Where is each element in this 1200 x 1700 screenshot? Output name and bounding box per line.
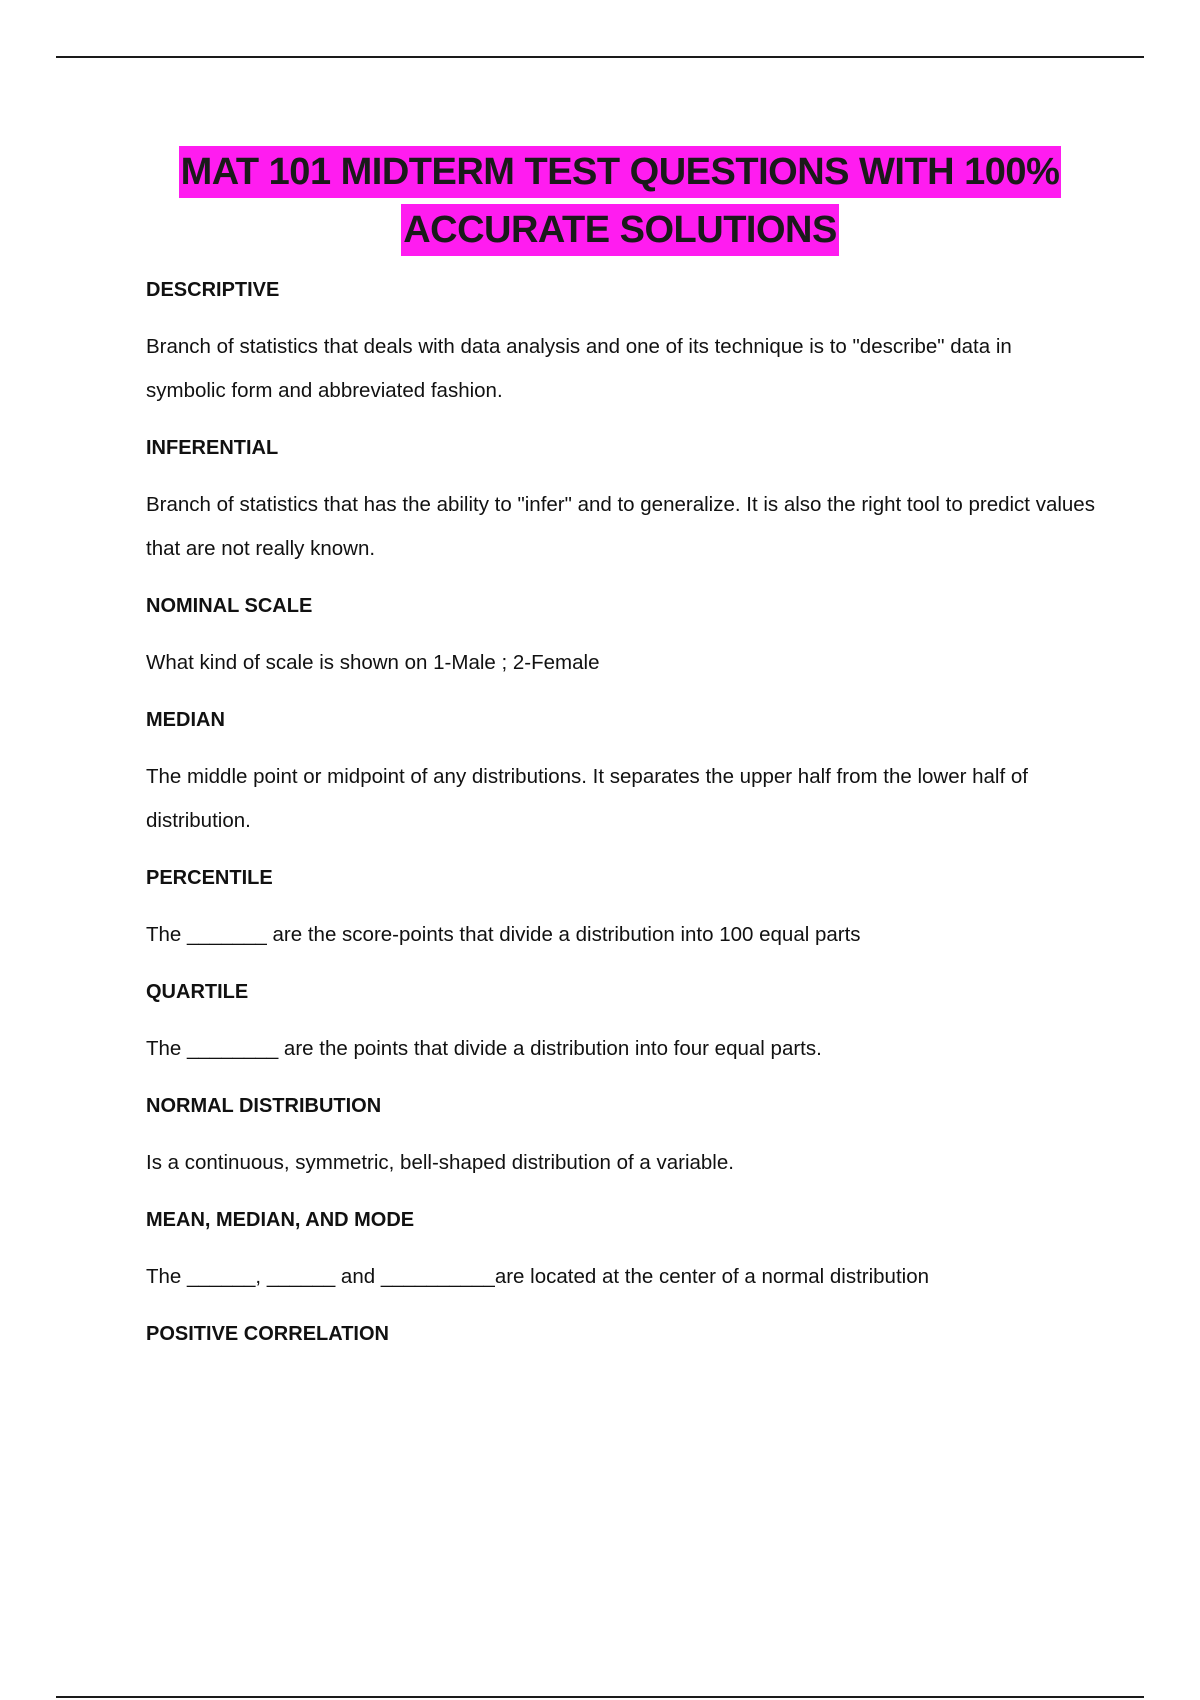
bottom-rule bbox=[56, 1696, 1144, 1698]
term-definition: Is a continuous, symmetric, bell-shaped distribution of a variable. bbox=[146, 1151, 734, 1174]
top-rule bbox=[56, 56, 1144, 58]
term-heading: MEDIAN bbox=[146, 709, 225, 731]
term-heading: POSITIVE CORRELATION bbox=[146, 1323, 389, 1345]
term-heading: NOMINAL SCALE bbox=[146, 595, 313, 617]
document-body bbox=[146, 277, 1096, 1379]
term-definition: The _______ are the score-points that divide a distribution into 100 equal parts bbox=[146, 923, 861, 946]
document-title bbox=[120, 146, 1120, 256]
term-definition: Branch of statistics that has the ability to "infer" and to generalize. It is also the right tool to predict values that are not really known. bbox=[146, 493, 1095, 560]
term-definition: Branch of statistics that deals with data analysis and one of its technique is to "describe" data in symbolic form and abbreviated fashion. bbox=[146, 335, 1012, 402]
title-line-1: MAT 101 MIDTERM TEST QUESTIONS WITH 100% bbox=[179, 146, 1062, 198]
term-heading: DESCRIPTIVE bbox=[146, 279, 280, 301]
term-heading: NORMAL DISTRIBUTION bbox=[146, 1095, 382, 1117]
term-heading: QUARTILE bbox=[146, 981, 249, 1003]
title-line-2: ACCURATE SOLUTIONS bbox=[401, 204, 839, 256]
term-definition: The ______, ______ and __________are located at the center of a normal distribution bbox=[146, 1265, 929, 1288]
term-heading: MEAN, MEDIAN, AND MODE bbox=[146, 1209, 415, 1231]
term-definition: The ________ are the points that divide a distribution into four equal parts. bbox=[146, 1037, 822, 1060]
term-heading: PERCENTILE bbox=[146, 867, 273, 889]
term-definition: The middle point or midpoint of any distributions. It separates the upper half from the lower half of distribution. bbox=[146, 765, 1028, 832]
term-definition: What kind of scale is shown on 1-Male ; 2-Female bbox=[146, 651, 600, 674]
term-heading: INFERENTIAL bbox=[146, 437, 279, 459]
